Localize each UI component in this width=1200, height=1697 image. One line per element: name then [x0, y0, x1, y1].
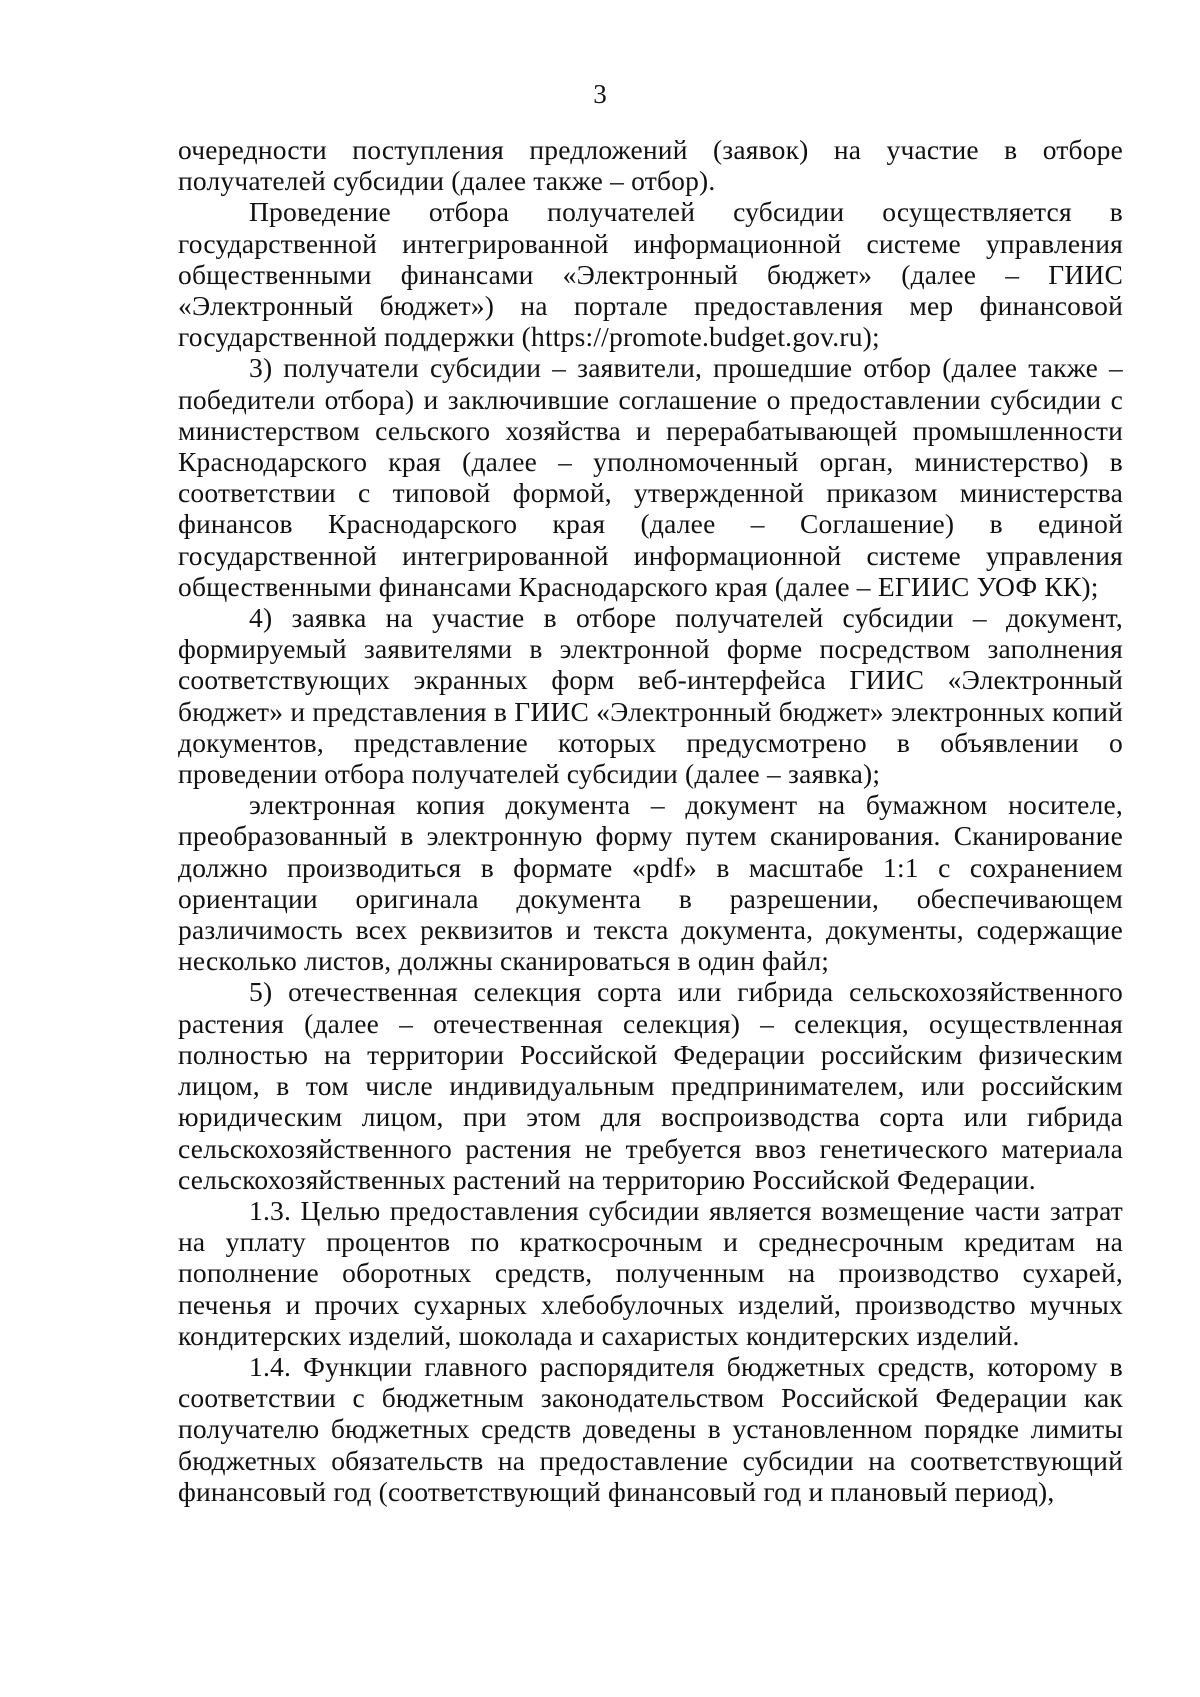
paragraph-item-5: 5) отечественная селекция сорта или гибрида сельскохозяйственного растения (далее – отечественная селекция) – селекция, осуществленная полностью на территории Российской Федерации российским физическим лицом, в том числе индивидуальным предпринимателем, или российским юридическим лицом, при этом для воспроизводства сорта или гибрида сельскохозяйственного растения не требуется ввоз генетического материала сельскохозяйственных растений на территорию Российской Федерации. — [178, 976, 1123, 1195]
paragraph-1-3: 1.3. Целью предоставления субсидии является возмещение части затрат на уплату процентов по краткосрочным и среднесрочным кредитам на пополнение оборотных средств, полученным на производство сухарей, печенья и прочих сухарных хлебобулочных изделий, производство мучных кондитерских изделий, шоколада и сахаристых кондитерских изделий. — [178, 1194, 1123, 1351]
paragraph-electronic-copy: электронная копия документа – документ на бумажном носителе, преобразованный в электронную форму путем сканирования. Сканирование должно производиться в формате «pdf» в масштабе 1:1 с сохранением ориентации оригинала документа в разрешении, обеспечивающем различимость всех реквизитов и текста документа, документы, содержащие несколько листов, должны сканироваться в один файл; — [178, 789, 1123, 977]
paragraph-item-3: 3) получатели субсидии – заявители, прошедшие отбор (далее также – победители отбора) и заключившие соглашение о предоставлении субсидии с министерством сельского хозяйства и перерабатывающей промышленности Краснодарского края (далее – уполномоченный орган, министерство) в соответствии с типовой формой, утвержденной приказом министерства финансов Краснодарского края (далее – Соглашение) в единой государственной интегрированной информационной системе управления общественными финансами Краснодарского края (далее – ЕГИИС УОФ КК); — [178, 352, 1123, 602]
page-number: 3 — [593, 79, 607, 109]
paragraph-selection-procedure: Проведение отбора получателей субсидии осуществляется в государственной интегрированной информационной системе управления общественными финансами «Электронный бюджет» (далее – ГИИС «Электронный бюджет») на портале предоставления мер финансовой государственной поддержки (https://promote.budget.gov.ru); — [178, 196, 1123, 353]
body-text — [178, 134, 1123, 1507]
paragraph-item-4: 4) заявка на участие в отборе получателей субсидии – документ, формируемый заявителями в электронной форме посредством заполнения соответствующих экранных форм веб-интерфейса ГИИС «Электронный бюджет» и представления в ГИИС «Электронный бюджет» электронных копий документов, представление которых предусмотрено в объявлении о проведении отбора получателей субсидии (далее – заявка); — [178, 602, 1123, 790]
paragraph-1-4: 1.4. Функции главного распорядителя бюджетных средств, которому в соответствии с бюджетным законодательством Российской Федерации как получателю бюджетных средств доведены в установленном порядке лимиты бюджетных обязательств на предоставление субсидии на соответствующий финансовый год (соответствующий финансовый год и плановый период), — [178, 1350, 1123, 1507]
paragraph-continuation: очередности поступления предложений (заявок) на участие в отборе получателей субсидии (далее также – отбор). — [178, 134, 1123, 197]
